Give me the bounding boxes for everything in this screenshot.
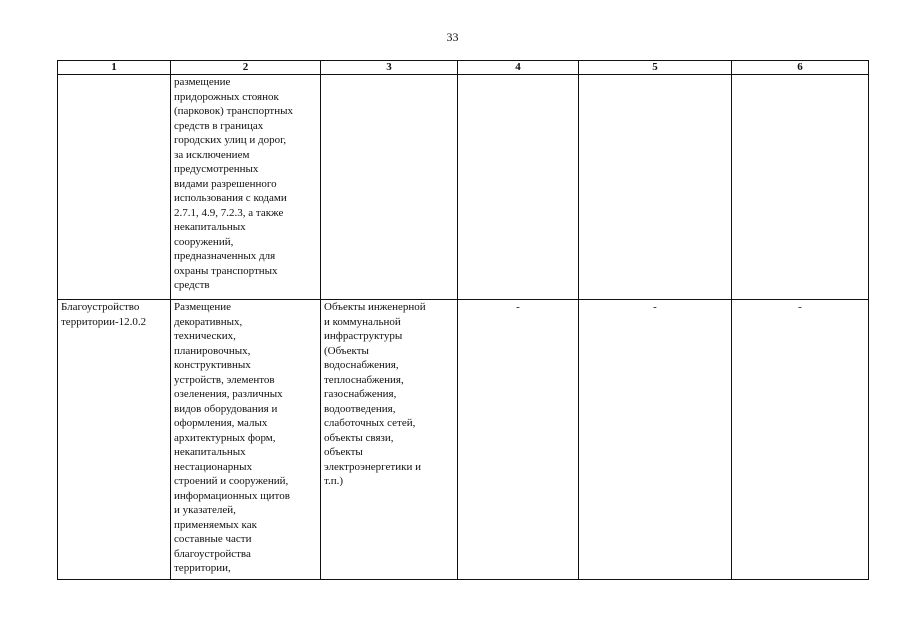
header-col-3: 3: [321, 61, 458, 75]
header-col-4: 4: [458, 61, 579, 75]
table-cell-objects: Объекты инженерной и коммунальной инфраструктуры (Объекты водоснабжения, теплоснабжения, газоснабжения, водоотведения, слаботочных сетей, объекты связи, объекты электроэнергетики и т.п.): [321, 300, 458, 580]
header-col-1: 1: [58, 61, 171, 75]
table-cell: [458, 75, 579, 300]
table-cell-col6: -: [732, 300, 869, 580]
table-cell-col4: -: [458, 300, 579, 580]
table-cell: размещение придорожных стоянок (парковок) транспортных средств в границах городских улиц и дорог, за исключением предусмотренных видами разрешенного использования с кодами 2.7.1, 4.9, 7.2.3, а также некапитальных сооружений, предназначенных для охраны транспортных средств: [171, 75, 321, 300]
table-cell: [321, 75, 458, 300]
table-cell-col5: -: [579, 300, 732, 580]
header-col-6: 6: [732, 61, 869, 75]
header-col-5: 5: [579, 61, 732, 75]
header-row: [58, 61, 869, 75]
table-cell: [579, 75, 732, 300]
table-row: [58, 300, 869, 580]
table-row: [58, 75, 869, 300]
table-cell-use-type: Благоустройство территории-12.0.2: [58, 300, 171, 580]
regulations-table: [57, 60, 869, 580]
page-number: 33: [446, 30, 459, 44]
header-col-2: 2: [171, 61, 321, 75]
table-cell: [732, 75, 869, 300]
table-cell-description: Размещение декоративных, технических, планировочных, конструктивных устройств, элементов озеленения, различных видов оборудования и оформления, малых архитектурных форм, некапитальных нестационарных строений и сооружений, информационных щитов и указателей, применяемых как составные части благоустройства территории,: [171, 300, 321, 580]
table-cell: [58, 75, 171, 300]
